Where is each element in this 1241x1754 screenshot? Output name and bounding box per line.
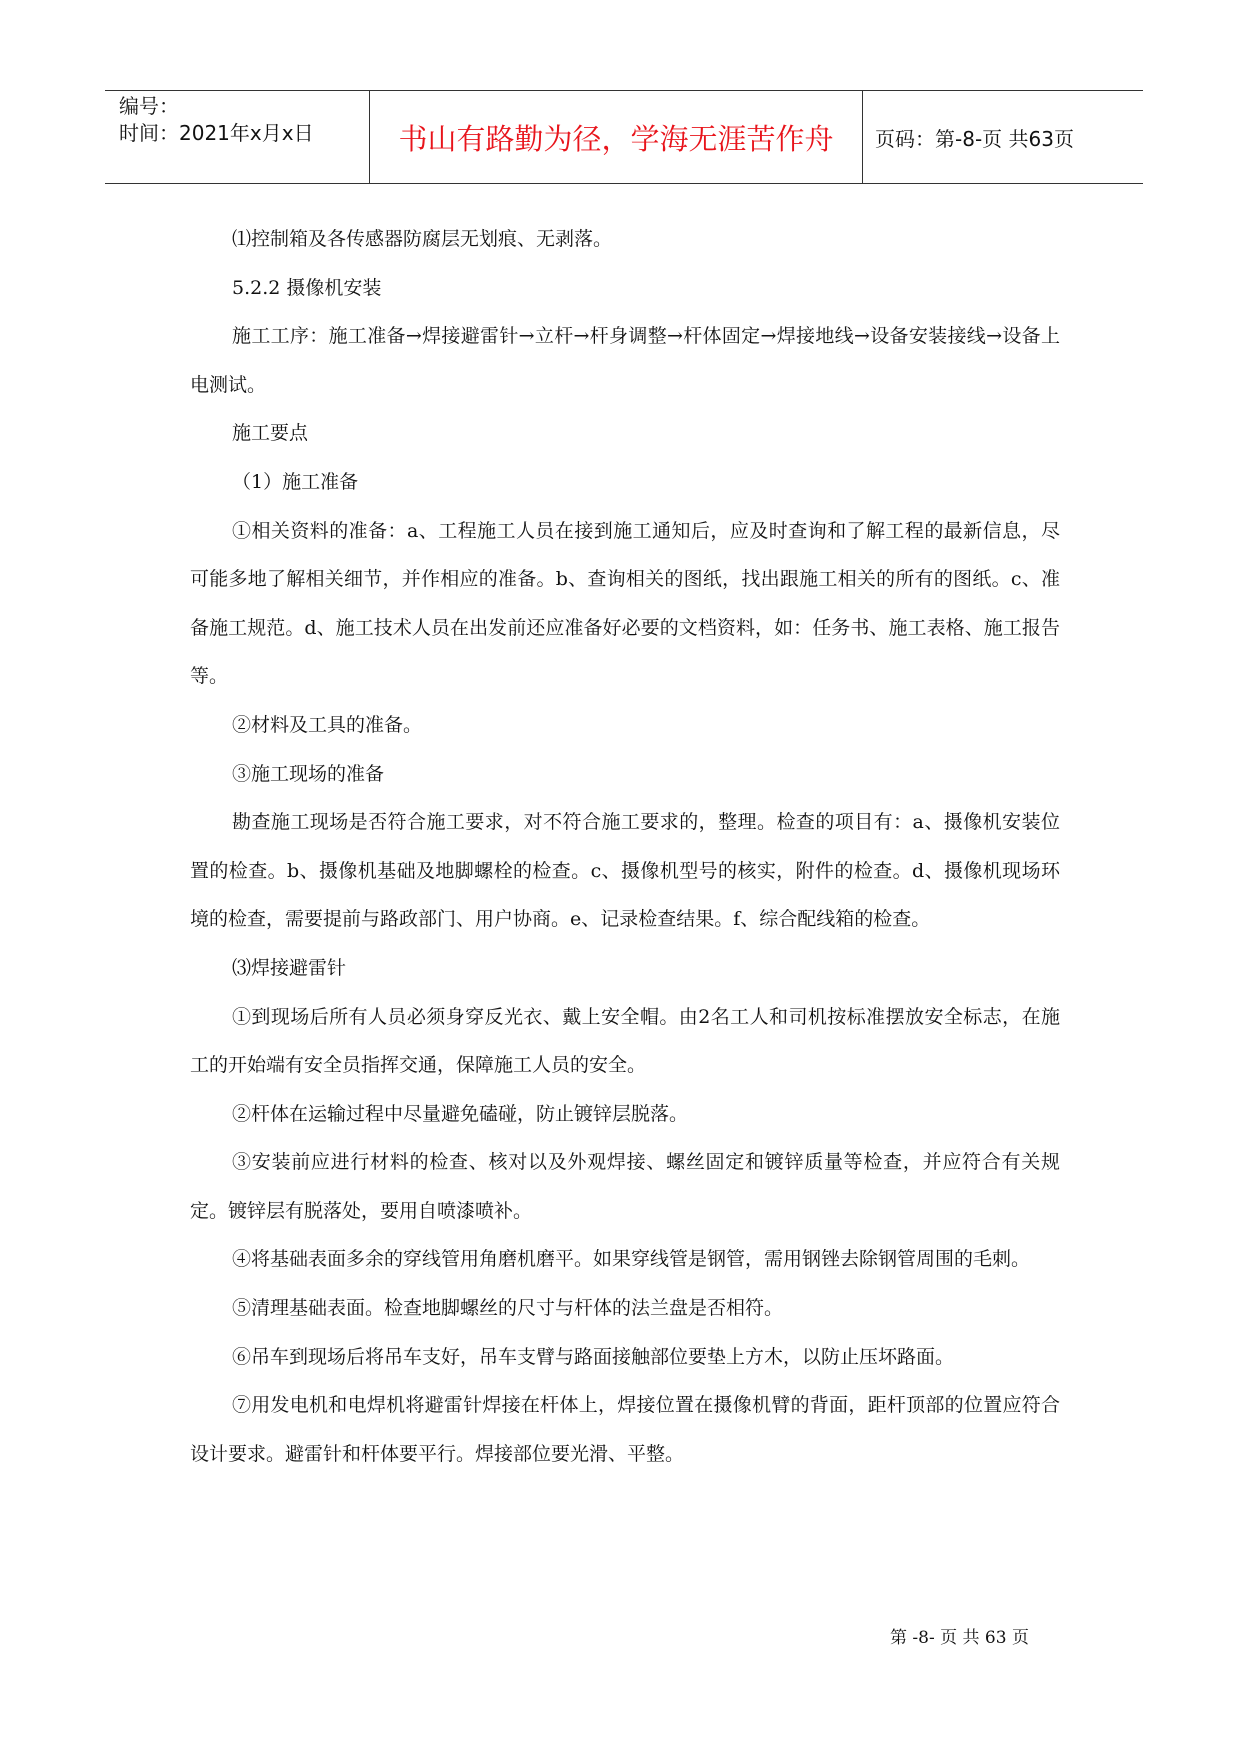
paragraph-safety: ①到现场后所有人员必须身穿反光衣、戴上安全帽。由2名工人和司机按标准摆放安全标志，在施工的开始端有安全员指挥交通，保障施工人员的安全。 bbox=[190, 1005, 1060, 1077]
paragraph-site-prep: ③施工现场的准备 bbox=[232, 762, 385, 785]
paragraph-site-survey: 勘查施工现场是否符合施工要求，对不符合施工要求的，整理。检查的项目有：a、摄像机安装位置的检查。b、摄像机基础及地脚螺栓的检查。c、摄像机型号的核实，附件的检查。d、摄像机现场环境的检查，需要提前与路政部门、用户协商。e、记录检查结果。f、综合配线箱的检查。 bbox=[190, 811, 1060, 931]
paragraph-welding: ⑦用发电机和电焊机将避雷针焊接在杆体上，焊接位置在摄像机臂的背面，距杆顶部的位置应符合设计要求。避雷针和杆体要平行。焊接部位要光滑、平整。 bbox=[190, 1394, 1060, 1465]
heading-preparation: （1）施工准备 bbox=[232, 470, 359, 493]
paragraph-crane: ⑥吊车到现场后将吊车支好，吊车支臂与路面接触部位要垫上方木，以防止压坏路面。 bbox=[232, 1345, 955, 1368]
heading-welding-lightning-rod: ⑶焊接避雷针 bbox=[232, 956, 347, 979]
page-header bbox=[105, 90, 1143, 184]
header-divider-right bbox=[862, 91, 863, 183]
section-heading-camera-install: 5.2.2 摄像机安装 bbox=[232, 276, 382, 299]
paragraph-14-control-box: ⑴控制箱及各传感器防腐层无划痕、无剥落。 bbox=[232, 228, 613, 250]
paragraph-cleaning: ⑤清理基础表面。检查地脚螺丝的尺寸与杆体的法兰盘是否相符。 bbox=[232, 1297, 784, 1320]
header-slogan: 书山有路勤为径，学海无涯苦作舟 bbox=[398, 121, 834, 156]
heading-construction-points: 施工要点 bbox=[232, 422, 309, 445]
paragraph-inspection: ③安装前应进行材料的检查、核对以及外观焊接、螺丝固定和镀锌质量等检查，并应符合有关规定。镀锌层有脱落处，要用自喷漆喷补。 bbox=[190, 1151, 1060, 1222]
paragraph-documents-prep: ①相关资料的准备：a、工程施工人员在接到施工通知后，应及时查询和了解工程的最新信息，尽可能多地了解相关细节，并作相应的准备。b、查询相关的图纸，找出跟施工相关的所有的图纸。c、准备施工规范。d、施工技术人员在出发前还应准备好必要的文档资料，如：任务书、施工表格、施工报告等。 bbox=[190, 519, 1060, 688]
header-meta bbox=[119, 93, 314, 147]
document-body bbox=[190, 215, 1060, 1478]
header-page-info: 页码：第-8-页 共63页 bbox=[875, 126, 1074, 151]
document-number-label: 编号： bbox=[119, 94, 179, 118]
paragraph-procedure: 施工工序：施工准备→焊接避雷针→立杆→杆身调整→杆体固定→焊接地线→设备安装接线→设备上电测试。 bbox=[190, 325, 1060, 396]
document-time-label: 时间：2021年x月x日 bbox=[119, 121, 314, 145]
paragraph-grinding: ④将基础表面多余的穿线管用角磨机磨平。如果穿线管是钢管，需用钢锉去除钢管周围的毛刺。 bbox=[232, 1248, 1031, 1271]
page-footer: 第 -8- 页 共 63 页 bbox=[890, 1628, 1029, 1648]
paragraph-transport: ②杆体在运输过程中尽量避免磕碰，防止镀锌层脱落。 bbox=[232, 1102, 689, 1125]
paragraph-materials-tools: ②材料及工具的准备。 bbox=[232, 713, 423, 736]
